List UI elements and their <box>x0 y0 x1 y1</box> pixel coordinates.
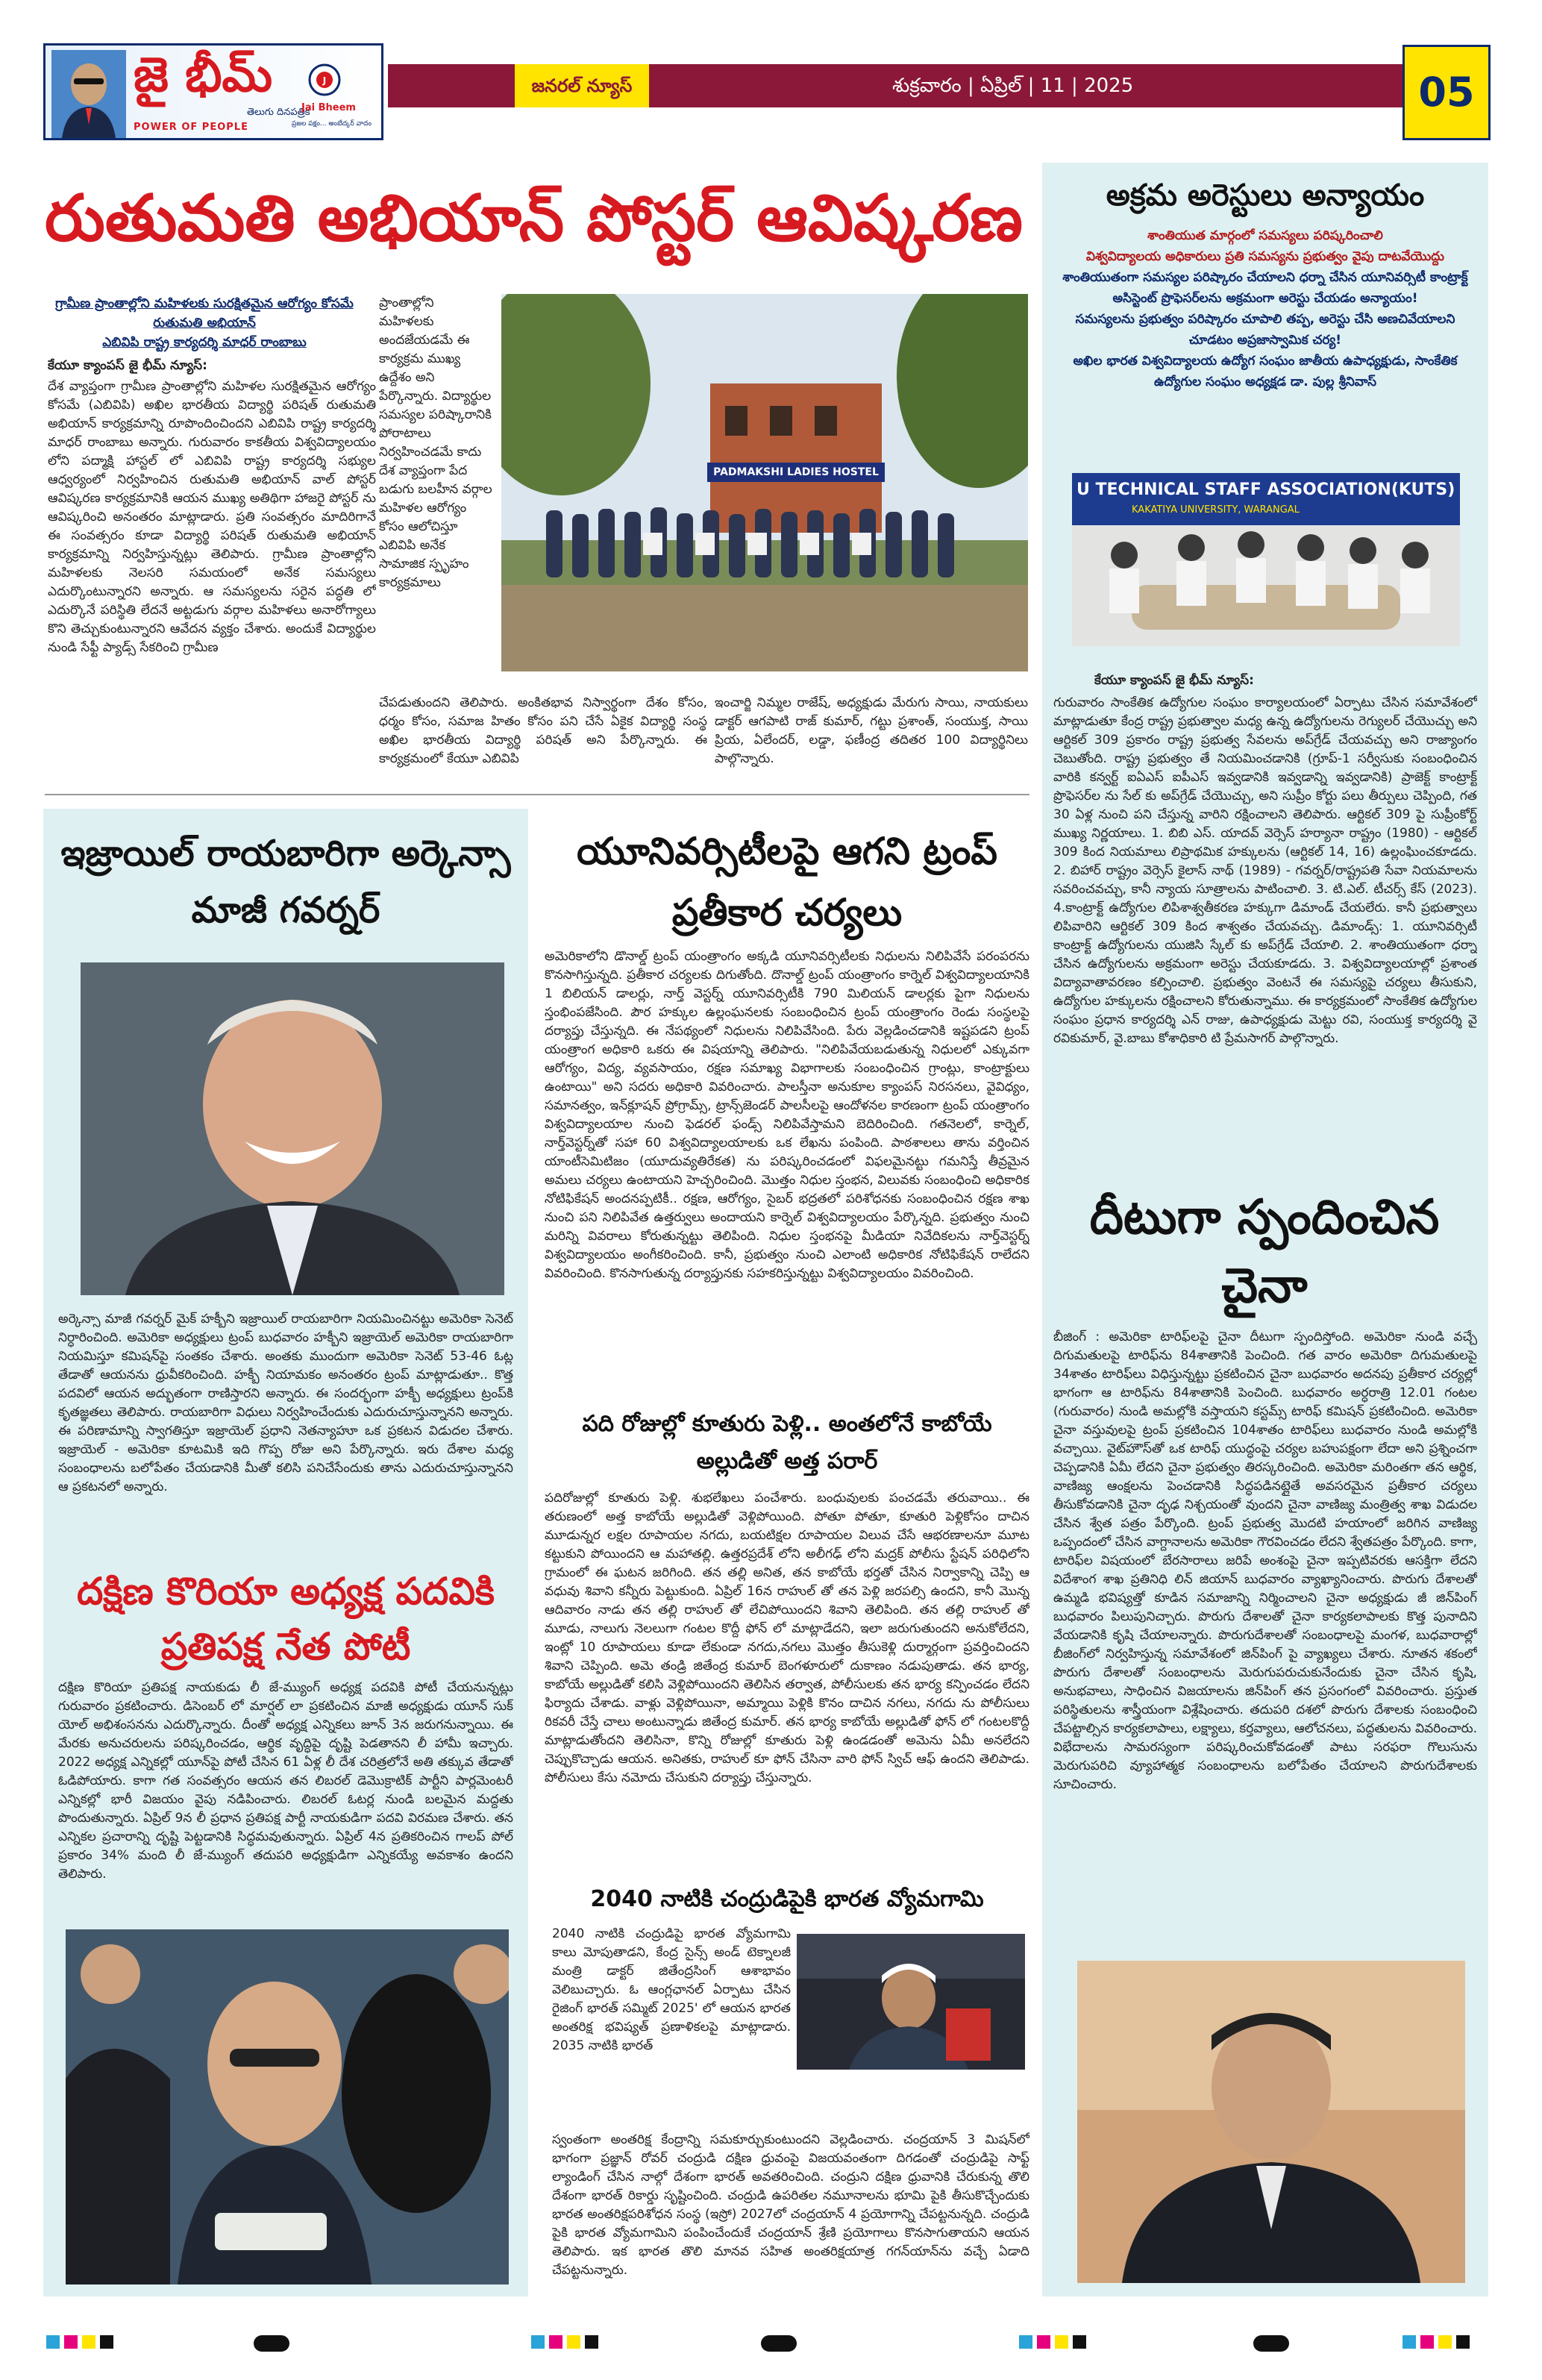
lead-column-3: చేపడుతుందని తెలిపారు. అంకితభావ నిస్వార్థంగా దేశం కోసం, ధర్మం కోసం, సమాజ హితం కోసం పని చేసే ఏకైక విద్యార్థి సంస్థ అఖిల భారతీయ విద్యార్థి పరిషత్ అని పేర్కొన్నారు. ఈ కార్యక్రమంలో కేయూ ఎబివిపి <box>379 695 707 766</box>
hostel-group-photo-icon <box>501 294 1028 671</box>
registration-pill <box>761 2335 797 2352</box>
svg-text:J: J <box>322 75 327 86</box>
page-number-box <box>1402 45 1491 140</box>
lead-column-2: ప్రాంతాల్లోని మహిళలకు అందజేయడమే ఈ కార్యక్రమ ముఖ్య ఉద్దేశం అని పేర్కొన్నారు. విద్యార్థుల సమస్యల పరిష్కారానికి పోరాటాలు నిర్వహించడమే కాదు దేశ వ్యాప్తంగా పేద బడుగు బలహీన వర్గాల మహిళల ఆరోగ్యం కోసం ఆలోచిస్తూ ఎబివిపి అనేక సామాజిక స్పృహం కార్యక్రమాలు <box>379 295 492 590</box>
registration-marks-center <box>531 2335 603 2352</box>
wedding-headline: పది రోజుల్లో కూతురు పెళ్లి.. అంతలోనే కాబోయే అల్లుడితో అత్త పరార్ <box>582 1411 992 1474</box>
badge-caption: ప్రజల పక్షం... అంబేద్కర్ వాదం <box>292 120 372 128</box>
xi-jinping-photo-icon <box>1077 1961 1465 2283</box>
arrests-dateline: కేయూ క్యాంపస్ జై భీమ్ న్యూస్: <box>1094 673 1254 688</box>
page-number: 05 <box>1418 69 1475 116</box>
kuts-banner: U TECHNICAL STAFF ASSOCIATION(KUTS) <box>1076 480 1455 499</box>
badge-label: Jai Bheem <box>301 102 356 113</box>
lead-column-1: దేశ వ్యాప్తంగా గ్రామీణ ప్రాంతాల్లోని మహిళల సురక్షితమైన ఆరోగ్యం కోసమే (ఎబివిపి) అఖిల భారతీయ విద్యార్థి పరిషత్ రుతుమతి అభియాన్ కార్యక్రమాన్ని రూపొందించిందని ఎబివిపి రాష్ట్ర కార్యదర్శి మాధర్ రాంబాబు అన్నారు. గురువారం కాకతీయ విశ్వవిద్యాలయం లోని పద్మాక్షి హాస్టల్ లో ఎబివిపి రాష్ట్ర కార్యదర్శి సభ్యుల ఆధ్వర్యంలో నిర్వహించిన రుతుమతి అభియాన్ వాల్ పోస్టర్ ఆవిష్కరణ కార్యక్రమానికి ఆయన ముఖ్య అతిథిగా హాజరై పోస్టర్ ను ఆవిష్కరించి అనంతరం మాట్లాడారు. ప్రతి సంవత్సరం మాదిరిగానే ఈ సంవత్సరం కూడా విద్యార్థి పరిషత్ రుతుమతి అభియాన్ కార్యక్రమాన్ని నిర్వహిస్తున్నట్లు తెలిపారు. గ్రామీణ ప్రాంతాల్లోని మహిళలకు నెలసరి సమయంలో అనేక సమస్యలు ఎదుర్కొంటున్నారని అన్నారు. ఆ సమస్యలను సరైన పద్ధతి లో ఎదుర్కొనే పరిస్థితి లేదనే అట్టడుగు వర్గాల మహిళలు అనారోగ్యాలు కొని తెచ్చుకుంటున్నారని ఆవేదన వ్యక్తం చేశారు. అందుకే విద్యార్థుల నుండి సేఫ్టీ ప్యాడ్స్ సేకరించి గ్రామీణ <box>48 379 376 655</box>
arrests-headline: అక్రమ అరెస్టులు అన్యాయం <box>1106 178 1425 213</box>
mike-huckabee-photo-icon <box>81 962 504 1295</box>
kuts-banner-sub: KAKATIYA UNIVERSITY, WARANGAL <box>1132 504 1300 516</box>
hostel-sign: PADMAKSHI LADIES HOSTEL <box>707 463 885 482</box>
lead-photo <box>501 294 1028 671</box>
wedding-body: పదిరోజుల్లో కూతురు పెళ్లి. శుభలేఖలు పంచేశారు. బంధువులకు పంచడమే తరువాయి.. ఈ తరుణంలో అత్త కాబోయే అల్లుడితో వెళ్లిపోయింది. పోతూ పోతూ, కూతురి పెళ్లికోసం దాచిన మూడున్నర లక్షల రూపాయల నగదు, బయటిక్షల రూపాయల విలువ చేసే ఆభరణాలనూ మూట కట్టుకుని పోయిందని ఆ మహాతల్లి. ఉత్తరప్రదేశ్ లోని అలీగఢ్ లోని మద్రక్ పోలీసు స్టేషన్ పరిధిలోని గ్రామంలో ఈ ఘటన జరిగింది. తన తల్లి అనిత, తన కాబోయే భర్తతో చేసిన నిర్వాకాన్ని చెప్పి ఆ వధువు శివాని కన్నీరు పెట్టుకుంది. ఏప్రిల్ 16న రాహుల్ తో తన పెళ్లి జరపల్సి ఉందని, కానీ మొన్న ఆదివారం నాడు తన తల్లి రాహుల్ తో లేచిపోయిందని శివాని తెలిపింది. తన తల్లి రాహుల్ తో మూడు, నాలుగు నెలలుగా గంటల కొద్దీ ఫోన్ లో మాట్లాడేదని, ఇలా జరుగుతుందని అనుకోలేదని, ఇంట్లో 10 రూపాయలు కూడా లేకుండా నగదు,నగలు మొత్తం తీసుకెళ్లి దుర్మార్గంగా ప్రవర్తించిందని శివాని చెప్పింది. అమె తండ్రి జితేంద్ర కుమార్ బెంగళూరులో దుకాణం నడుపుతాడు. తన భార్య, కాబోయే అల్లుడితో కలిసి వెళ్లిపోయిందని తెలిసిన తర్వాత, పోలీసులకు తన భార్య కన్పించడం లేదని ఫిర్యాదు చేశాడు. వాళ్లు వెళ్లిపోయినా, అమ్మాయి పెళ్లికి కొనం దాచిన నగలు, నగదు ను పోలీసులు రికవరీ చేస్తే చాలు అంటున్నాడు జితేంద్ర కుమార్. తన భార్య కాబోయే అల్లుడితో ఫోన్ లో గంటలకొద్దీ మాట్లాడుతోందని తెలిసినా, కొన్ని రోజుల్లో కూతురు పెళ్లి ఉండడంతో అమెను ఏమీ అనలేదని చెప్పుకొచ్చాడు ఆయన. అనితకు, రాహుల్ కూ ఫోన్ చేసినా వారి ఫోన్ స్విచ్ ఆఫ్ ఉందని తెలిపాడు. పోలీసులు కేసు నమోదు చేసుకుని దర్యాప్తు చేస్తున్నారు. <box>545 1491 1029 1785</box>
brand-name: జై భీమ్ <box>134 48 273 103</box>
brand-tagline-en: POWER OF PEOPLE <box>134 122 248 133</box>
registration-pill <box>1253 2335 1289 2352</box>
arrests-bullet: సమస్యలను ప్రభుత్వం పరిష్కారం చూపాలి తప్ప, అరెస్టు చేసి అణచివేయాలని చూడటం అప్రజాస్వామిక చర్య! <box>1075 312 1455 348</box>
arrests-bullet: విశ్వవిద్యాలయ అధికారులు ప్రతి సమస్యను ప్రభుత్వం వైపు దాటవేయొద్దు <box>1085 249 1445 264</box>
arrests-body: గురువారం సాంకేతిక ఉద్యోగుల సంఘం కార్యాలయంలో ఏర్పాటు చేసిన సమావేశంలో మాట్లాడుతూ కేంద్ర రాష్ట్ర ప్రభుత్వాల మధ్య ఉన్న ఉద్యోగులను రెగ్యులర్ చేయొచ్చు అని ఆర్టికల్ 309 ప్రకారం రాష్ట్ర ప్రభుత్వ సేవలను అప్‌గ్రేడ్ చేయవచ్చు అని రాజ్యాంగం చెబుతోంది. రాష్ట్ర ప్రభుత్వం తే నియమించడానికి (గ్రూప్-1 సర్వీసుకు సంబంధించిన వారికి కన్వర్ట్ ఐఏఎస్ ఐపీఎస్ ఇవ్వడానికి ఇవ్వడాన్ని ఇవ్వడానికి) ప్రాజెక్ట్ కాంట్రాక్ట్ ప్రొఫెసర్‌ల ను సేల్ కు అప్‌గ్రేడ్ చేయొచ్చు, అని సుప్రీం కోర్టు పలు తీర్పులు చెప్పింది, గత 30 ఏళ్ల నుంచి పని చేస్తున్న వారిని రక్షించాలని తెలిపారు. ఆర్టికల్ 309 పై సుప్రీంకోర్ట్ ముఖ్య నిర్ణయాలు. 1. బిబి ఎస్. యాదవ్ వెర్సెస్ హర్యానా రాష్ట్రం (1980) - ఆర్టికల్ 309 కింద నియమాలు లిప్రాథమిక హక్కులను (ఆర్టికల్ 14, 16) ఉల్లంఘించకూడదు. 2. బిహార్ రాష్ట్రం వెర్సెస్ కైలాస్ నాథ్ (1989) - గవర్నర్/రాష్ట్రపతి సేవా నియమాలను సవరించవచ్చు, కానీ న్యాయ సూత్రాలను పాటించాలి. 3. టి.ఎల్. టీచర్స్ కేస్ (2023). 4.కాంట్రాక్ట్ ఉద్యోగుల లిపిశాశ్వతీకరణ హక్కుగా డిమాండ్ చేయలేరు. కానీ ప్రభుత్వాలు లిపివారిని ఆర్టికల్ 309 కింద శాశ్వతం చేయవచ్చు. డిమాండ్స్: 1. యూనివర్సిటీ కాంట్రాక్ట్ ఉద్యోగులను యుజిసి స్కేల్ కు అప్‌గ్రేడ్ చేయాలి. 2. శాంతియుతంగా ధర్నా చేసిన ఉద్యోగులను అక్రమంగా అరెస్టు చేయకూడదు. 3. విశ్వవిద్యాలయాల్లో ప్రశాంత విద్యావాతావరణం కల్పించాలి. ప్రభుత్వం వెంటనే ఈ సమస్యపై చర్యలు తీసుకుని, ఉద్యోగుల హక్కులను రక్షించాలని కోరుతున్నాము. ఈ కార్యక్రమంలో సాంకేతిక ఉద్యోగుల సంఘం ప్రధాన కార్యదర్శి ఎన్ రాజు, ఉపాధ్యక్షుడు మెట్టు రవి, సంయుక్త కార్యదర్శి వై రవికుమార్, వై.బాబు కోశాధికారి టి ప్రేమసాగర్ పాల్గొన్నారు. <box>1053 695 1477 1046</box>
israel-photo <box>81 962 504 1295</box>
issue-date: శుక్రవారం | ఏప్రిల్ | 11 | 2025 <box>892 75 1134 97</box>
brand-tagline-te: తెలుగు దినపత్రిక <box>247 107 310 118</box>
lead-kicker-name: ఎబివిపి రాష్ట్ర కార్యదర్శి మాధర్ రాంబాబు <box>102 335 307 350</box>
registration-marks-right <box>1019 2335 1091 2352</box>
trump-body: అమెరికాలోని డొనాల్డ్ ట్రంప్ యంత్రాంగం అక్కడి యూనివర్సిటీలకు నిధులను నిలిపివేసే పరంపరను కొనసాగిస్తున్నది. ప్రతీకార చర్యలకు దిగుతోంది. దొనాల్డ్ ట్రంప్ యంత్రాంగం కార్నెల్ విశ్వవిద్యాలయానికి 1 బిలియన్ డాలర్లు, నార్త్ వెస్టర్న్ యూనివర్సిటీకి 790 మిలియన్ డాలర్లకు పైగా నిధులను స్తంభింపజేసింది. పౌర హక్కుల ఉల్లంఘనలకు సంబంధించిన ట్రంప్ యంత్రాంగం రెండు సంస్థలపై దర్యాప్తు చేస్తున్నది. ఈ నేపథ్యంలో నిధులను నిలిపివేసింది. పేరు వెల్లడించడానికి ఇష్టపడని ట్రంప్ యంత్రాంగ అధికారి ఒకరు ఈ విషయాన్ని తెలిపారు. "నిలిపివేయబడుతున్న నిధులలో ఎక్కువగా ఆరోగ్యం, విద్య, వ్యవసాయం, రక్షణ సమాఖ్య విభాగాలకు సంబంధించిన గ్రాంట్లు, కాంట్రాక్టులు ఉంటాయి" అని సదరు అధికారి వివరించారు. పాలస్తీనా అనుకూల క్యాంపస్ నిరసనలు, వైవిధ్యం, సమానత్వం, ఇన్‌క్లూషన్ ప్రోగ్రామ్స్, ట్రాన్స్‌జెండర్ పాలసీలపై ఆందోళనల కారణంగా ట్రంప్ యంత్రాంగం విశ్వవిద్యాలయాల నుంచి ఫెడరల్ ఫండ్స్ నిలిపివేస్తామని బెదిరించింది. గతనెలలో, కార్నెల్, నార్త్‌వెస్టర్న్‌తో సహా 60 విశ్వవిద్యాలయాలకు ఒక లేఖను పంపింది. పాఠశాలలు తాను వర్తించిన యాంటీసెమిటిజం (యూదువ్యతిరేకత) ను పరిష్కరించడంలో విఫలమైనట్టు గమనిస్తే తీవ్రమైన అమలు చర్యలు ఉంటాయని హెచ్చరించింది. మొత్తం నిధుల స్తంభన, విలువకు సంబంధించి అధికారిక నోటిఫికేషన్ అందనప్పటికీ.. రక్షణ, ఆరోగ్యం, సైబర్ భద్రతలో పరిశోధనకు సంబంధించిన రక్షణ శాఖ నుంచి పని నిలిపివేత ఉత్తర్వులు అందాయని కార్నెల్ విశ్వవిద్యాలయం పేర్కొన్నది. ప్రభుత్వం నుంచి మరిన్ని వివరాలు కోరుతున్నట్టు తెలిపింది. నిధుల స్తంభనపై మీడియా నివేదికలను నార్త్‌వెస్టర్న్ విశ్వవిద్యాలయం అంగీకరించింది. కానీ, ప్రభుత్వం నుంచి ఎలాంటి అధికారిక నోటిఫికేషన్ రాలేదని వివరించింది. కొనసాగుతున్న దర్యాప్తునకు సహకరిస్తున్నట్టు విశ్వవిద్యాలయం వివరించింది. <box>545 949 1029 1281</box>
registration-marks-left <box>46 2335 118 2352</box>
lead-kicker <box>48 294 361 352</box>
section-label-box <box>515 64 649 107</box>
jai-bheem-badge-icon <box>308 63 341 101</box>
moon-headline: 2040 నాటికి చంద్రుడిపైకి భారత వ్యోమగామి <box>590 1886 984 1912</box>
lead-column-4: ఇంచార్జి నిమ్మల రాజేష్, అధ్యక్షుడు మేరుగు సాయి, నాయకులు డాక్టర్ ఆగపాటి రాజ్ కుమార్, గట్టు ప్రశాంత్, సంయుక్త, సాయి ప్రియ, ఏలేందర్, లడ్డా, ఫణీంద్ర తదితర 100 విద్యార్థినిలు పాల్గొన్నారు. <box>715 695 1028 766</box>
arrests-bullet: శాంతియుతంగా సమస్యల పరిష్కారం చేయాలని ధర్నా చేసిన యూనివర్సిటీ కాంట్రాక్ట్ అసిస్టెంట్ ప్రొఫెసర్‌లను అక్రమంగా అరెస్టు చేయడం అన్యాయం! <box>1062 270 1468 306</box>
lead-divider <box>45 794 1029 795</box>
lead-dateline: కేయూ క్యాంపస్ జై భీమ్ న్యూస్: <box>48 358 207 373</box>
registration-marks-far-right <box>1402 2335 1474 2352</box>
lee-jae-myung-photo-icon <box>66 1929 509 2285</box>
israel-body: అర్కెన్సా మాజీ గవర్నర్ మైక్ హక్బీని ఇజ్రాయిల్ రాయబారిగా నియమించినట్టు అమెరికా సెనెట్ నిర్ధారించింది. అమెరికా అధ్యక్షులు ట్రంప్ బుధవారం హక్బీని ఇజ్రాయెల్ అమెరికా రాయబారిగా నియమిస్తూ కమిషన్‌పై సంతకం చేశారు. అంతకు ముందుగా అమెరికా సెనెట్ 53-46 ఓట్ల తేడాతో ఆయనను ధ్రువీకరించింది. హక్బీ నియామకం అనంతరం ట్రంప్ మాట్లాడుతూ.. కొత్త పదవిలో ఆయన అద్భుతంగా రాణిస్తారని అన్నారు. ఈ సందర్భంగా హక్బీ అధ్యక్షులు ట్రంప్‌కి కృతజ్ఞతలు తెలిపారు. రాయబారిగా విధులు నిర్వహించేందుకు ఎదురుచూస్తున్నానని అన్నారు. ఈ పరిణామాన్ని స్వాగతిస్తూ ఇజ్రాయెల్ ప్రధాని నెతన్యాహూ ఒక ప్రకటన విడుదల చేశారు. ఇజ్రాయెల్ - అమెరికా కూటమికి ఇది గొప్ప రోజు అని పేర్కొన్నారు. ఇరు దేశాల మధ్య సంబంధాలను బలోపేతం చేయడానికి మీతో కలిసి పనిచేసేందుకు తాను ఎదురుచూస్తున్నానని ఆ ప్రకటనలో అన్నారు. <box>58 1312 513 1494</box>
section-label: జనరల్ న్యూస్ <box>531 75 633 96</box>
israel-headline: ఇజ్రాయిల్ రాయబారిగా అర్కెన్సా మాజీ గవర్నర్ <box>60 833 511 931</box>
korea-body: దక్షిణ కొరియా ప్రతిపక్ష నాయకుడు లీ జే-మ్యుంగ్ అధ్యక్ష పదవికి పోటీ చేయనున్నట్లు గురువారం ప్రకటించారు. డిసెంబర్ లో మార్షల్ లా ప్రకటించిన మాజీ అధ్యక్షుడు యూన్ సుక్ యోల్ అభిశంసనను ఎదుర్కొన్నారు. దీంతో అధ్యక్ష ఎన్నికలు జూన్ 3న జరుగనున్నాయి. ఈ మేరకు అనుచరులను పరిష్కరించడం, ఆర్థిక వృద్ధిపై దృష్టి పెడతానని లీ హామీ ఇచ్చారు. 2022 అధ్యక్ష ఎన్నికల్లో యూన్‌పై పోటీ చేసిన 61 ఏళ్ల లీ దేశ చరిత్రలోనే అతి తక్కువ తేడాతో ఓడిపోయారు. కాగా గత సంవత్సరం ఆయన తన లిబరల్ డెమొక్రాటిక్ పార్టీని పార్లమెంటరీ ఎన్నికల్లో భారీ విజయం వైపు నడిపించారు. లిబరల్ ఓటర్ల నుండి బలమైన మద్దతు పొందుతున్నారు. ఏప్రిల్ 9న లీ ప్రధాన ప్రతిపక్ష పార్టీ నాయకుడిగా పదవి విరమణ చేశారు. తన ఎన్నికల ప్రచారాన్ని దృష్టి పెట్టడానికి సిద్ధమవుతున్నారు. ఏప్రిల్ 4న ప్రతికరించిన గాలప్ పోల్ ప్రకారం 34% మంది లీ జే-మ్యుంగ్ తదుపరి అధ్యక్షుడిగా ఎన్నికయ్యే అవకాశం ఉందని తెలిపారు. <box>58 1680 513 1882</box>
moon-photo <box>797 1934 1025 2070</box>
jitendra-singh-photo-icon <box>797 1934 1025 2070</box>
korea-headline: దక్షిణ కొరియా అధ్యక్ష పదవికి ప్రతిపక్ష నేత పోటీ <box>77 1570 495 1668</box>
china-body: బీజింగ్ : అమెరికా టారిఫ్‌లపై చైనా దీటుగా స్పందిస్తోంది. అమెరికా నుండి వచ్చే దిగుమతులపై టారిఫ్‌ను 84శాతానికి పెంచింది. గత వారం అమెరికా దిగుమతులపై 34శాతం టారిఫ్‌లు విధిస్తున్నట్టు ప్రకటించిన చైనా బుధవారం అదనపు ప్రతీకార చర్యల్లో భాగంగా ఆ టారిఫ్‌ను 84శాతానికి పెంచింది. బుధవారం అర్ధరాత్రి 12.01 గంటల (గురువారం) నుండి అమల్లోకి వస్తాయని కస్టమ్స్ టారిఫ్ కమిషన్ ప్రకటించింది. అమెరికా చైనా వస్తువులపై ట్రంప్ ప్రకటించిన 104శాతం టారిఫ్‌లు బుధవారం నుండి అమల్లోకి వచ్చాయి. వైట్‌హౌస్‌తో ఒక టారిఫ్ యుద్ధంపై చర్యల బహుపక్షంగా లేదా అని ప్రశ్నించగా చెప్పడానికి ఏమీ లేదని చైనా ప్రభుత్వం తిరస్కరించింది. అమెరికా మరింతగా తన ఆర్థిక, వాణిజ్య ఆంక్షలను పెంచడానికి సిద్ధపడినట్లైతే అవసరమైన ప్రతీకార చర్యలు తీసుకోవడానికి చైనా దృఢ నిశ్చయంతో వుందని చైనా వాణిజ్య మంత్రిత్వ శాఖ విడుదల చేసిన శ్వేత పత్రం పేర్కొంది. ట్రంప్ ప్రభుత్వ మొదటి హయాంలో జరిగిన వాణిజ్య ఒప్పందంలో చేసిన వాగ్దానాలను అమెరికా గౌరవించడం లేదని శ్వేతపత్రం పేర్కొంది. కాగా, టారిఫ్‌ల విషయంలో బేరసారాలు జరిపే అంశంపై చైనా ఇప్పటివరకు ఆసక్తిగా లేదని విదేశాంగ శాఖ ప్రతినిధి లిన్ జియాన్ బుధవారం వ్యాఖ్యానించారు. పొరుగు దేశాలతో ఉమ్మడి భవిష్యత్తో కూడిన సమాజాన్ని నిర్మించాలని చైనా అధ్యక్షుడు జీ జిన్‌పింగ్ బుధవారం పిలుపునిచ్చారు. పొరుగు దేశాలతో చైనా కార్యకలాపాలకు కొత్త పునాదిని వేయడానికి కృషి చేయాలన్నారు. పొరుగుదేశాలతో సంబంధాలపై మంగళ, బుధవారాల్లో బీజింగ్‌లో నిర్వహిస్తున్న సమావేశంలో జిన్‌పింగ్ పై వ్యాఖ్యలు చేశారు. నూతన శకంలో పొరుగు దేశాలతో సంబంధాలను మెరుగుపరుచుకునేందుకు చైనా చేసిన కృషి, అనుభవాలు, సాధించిన విజయాలను జిన్‌పింగ్ తన ప్రసంగంలో వివరించారు. ప్రస్తుత పరిస్థితులను శాస్త్రీయంగా విశ్లేషించారు. తదుపరి దశలో పొరుగు దేశాలకు సంబంధించి చేపట్టాల్సిన కార్యకలాపాలు, లక్ష్యాలు, కర్తవ్యాలు, ఆలోచనలు, పద్ధతులను వివరించారు. విభేదాలను సామరస్యంగా పరిష్కరించుకోవడంతో పాటు సరఫరా గొలుసును మెరుగుపరిచి వ్యూహాత్మక సంబంధాలను బలోపేతం చేయాలని పొరుగుదేశాలకు సూచించారు. <box>1053 1330 1477 1792</box>
china-headline: దీటుగా స్పందించిన చైనా <box>1089 1190 1440 1314</box>
arrests-bullet: శాంతియుత మార్గంలో సమస్యలు పరిష్కరించాలి <box>1147 228 1383 243</box>
moon-body-narrow: 2040 నాటికి చంద్రుడిపై భారత వ్యోమగామి కాలు మోపుతాడని, కేంద్ర సైన్స్ అండ్ టెక్నాలజీ మంత్రి డాక్టర్ జితేంద్రసింగ్ ఆశాభావం వెలిబుచ్చారు. ఓ ఆంగ్లఛానల్ ఏర్పాటు చేసిన రైజింగ్ భారత్ సమ్మిట్ 2025' లో ఆయన భారత అంతరిక్ష భవిష్యత్ ప్రణాళికలపై మాట్లాడారు. 2035 నాటికి భారత్ <box>552 1926 791 2053</box>
lead-kicker-line: గ్రామీణ ప్రాంతాల్లోని మహిళలకు సురక్షితమైన ఆరోగ్యం కోసమే రుతుమతి అభియాన్ <box>55 296 354 331</box>
moon-body-wide: స్వంతంగా అంతరిక్ష కేంద్రాన్ని సమకూర్చుకుంటుందని వెల్లడించారు. చంద్రయాన్ 3 మిషన్‌లో భాగంగా ప్రజ్ఞాన్ రోవర్ చంద్రుడి దక్షిణ ధ్రువంపై విజయవంతంగా దిగడంతో చంద్రుడిపై సాఫ్ట్ ల్యాండింగ్ చేసిన నాల్గో దేశంగా భారత్ అవతరించింది. చంద్రుని దక్షిణ ధ్రువానికి చేరుకున్న తొలి దేశంగా భారత్ రికార్డు సృష్టించింది. చంద్రుడి ఉపరితల నమూనాలను భూమి పైకి తీసుకొచ్చేందుకు భారత అంతరిక్షపరిశోధన సంస్థ (ఇస్రో) 2027లో చంద్రయాన్ 4 ప్రయోగాన్ని చేపట్టనున్నది. చంద్రుడి పైకి భారత వ్యోమగామిని పంపించేందుకే చంద్రయాన్ శ్రేణి ప్రయోగాలు కొనసాగుతాయని ఆయన తెలిపారు. ఇక భారత తొలి మానవ సహిత అంతరిక్షయాత్ర గగన్‌యాన్‌ను వచ్చే ఏడాది చేపట్టనున్నారు. <box>552 2132 1029 2278</box>
korea-photo <box>66 1929 509 2285</box>
ambedkar-portrait-icon <box>51 50 126 138</box>
masthead-logo <box>43 43 383 140</box>
arrests-bullet: అఖిల భారత విశ్వవిద్యాలయ ఉద్యోగ సంఘం జాతీయ ఉపాధ్యక్షుడు, సాంకేతిక ఉద్యోగుల సంఘం అధ్యక్షడ డా. పుల్ల శ్రీనివాస్ <box>1073 354 1458 389</box>
arrests-photo <box>1072 473 1460 646</box>
china-photo <box>1077 1961 1465 2283</box>
arrests-bullets <box>1053 225 1477 392</box>
lead-headline: రుతుమతి అభియాన్ పోస్టర్ ఆవిష్కరణ <box>45 181 1023 256</box>
trump-headline: యూనివర్సిటీలపై ఆగని ట్రంప్ ప్రతీకార చర్యలు <box>577 830 997 934</box>
registration-pill <box>254 2335 289 2352</box>
